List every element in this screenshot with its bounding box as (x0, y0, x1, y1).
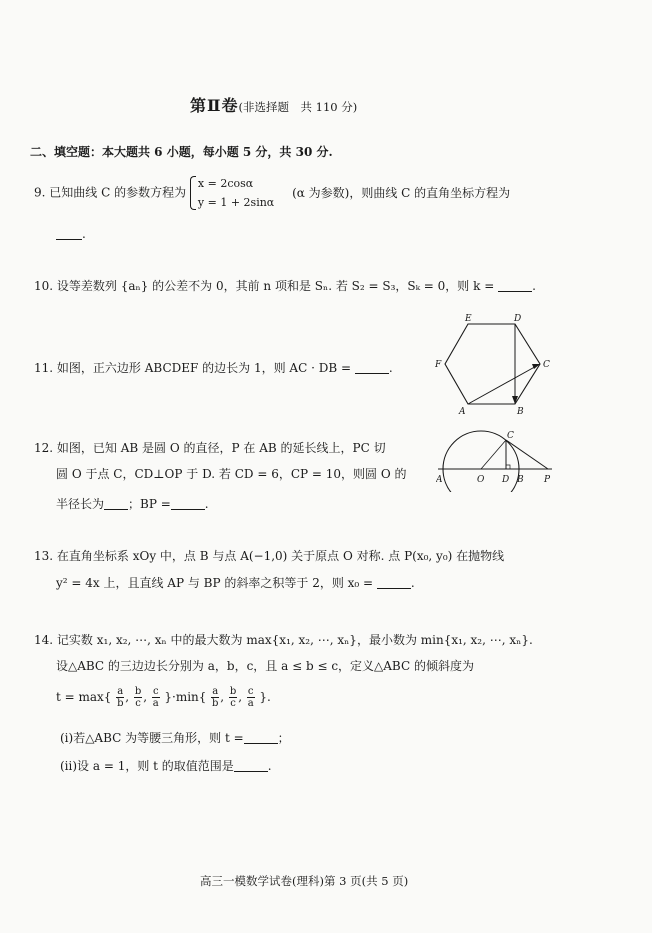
q9-param-note: (α 为参数)，则曲线 C 的直角坐标方程为 (292, 185, 511, 200)
frac-a-over-b-2: $\frac{a}{b}$ (212, 686, 219, 709)
q12-line1: 如图，已知 AB 是圆 O 的直径，P 在 AB 的延长线上，PC 切 (56, 441, 386, 455)
q14-blank-1[interactable] (244, 731, 278, 744)
q13-line2 (56, 573, 415, 593)
frac-b-over-c-2: $\frac{b}{c}$ (229, 686, 237, 709)
q14-sub2 (60, 756, 272, 776)
hex-label-c: C (543, 360, 550, 370)
q14-sub1-text: (ⅰ)若△ABC 为等腰三角形，则 t = (60, 731, 244, 745)
q14-number: 14. (34, 633, 54, 647)
q14-sub1 (60, 728, 290, 748)
q12-end: . (204, 497, 209, 511)
q10-end: . (532, 279, 536, 293)
q14-suffix: }. (259, 690, 271, 704)
q11-end: . (388, 361, 393, 375)
q13-blank[interactable] (377, 576, 411, 589)
q12-number: 12. (34, 441, 54, 455)
q12-line3b: ；BP = (128, 497, 171, 511)
hex-label-f: F (435, 360, 442, 370)
title-main: 第Ⅱ卷 (190, 96, 239, 115)
title-subtitle: (非选择题 共 110 分) (238, 100, 358, 114)
q9-eq2: y = 1 + 2sinα (197, 196, 275, 209)
hexagon-outline (445, 324, 540, 404)
question-9 (34, 174, 510, 212)
section-heading: 二、填空题：本大题共 6 小题，每小题 5 分，共 30 分. (30, 145, 333, 159)
q9-end: . (82, 227, 86, 241)
q12-blank-radius[interactable] (104, 497, 128, 510)
q11-text: 如图，正六边形 ABCDEF 的边长为 1，则 AC · DB = (56, 361, 352, 375)
q14-line3: t = max{ $\frac{a}{b}$ , $\frac{b}{c}$ , $\frac{c}{a}$ }·min{ $\frac{a}{b}$ , $\frac{b}{c}$ , $\frac{c}{a}$ }. (56, 686, 271, 709)
q13-line1: 在直角坐标系 xOy 中，点 B 与点 A(−1,0) 关于原点 O 对称. 点 P(x₀, y₀) 在抛物线 (56, 549, 505, 563)
q14-min-mid: }·min{ (164, 690, 207, 704)
q9-number: 9. (34, 185, 46, 200)
q9-text: 已知曲线 C 的参数方程为 (49, 185, 187, 200)
q14-line2: 设△ABC 的三边边长分别为 a，b，c，且 a ≤ b ≤ c，定义△ABC 的倾斜度为 (56, 659, 474, 673)
question-14 (34, 630, 533, 650)
hex-label-b: B (517, 407, 524, 416)
q13-end: . (410, 576, 415, 590)
q9-parametric-system (190, 174, 274, 212)
hexagon-figure (435, 312, 555, 416)
q10-text: 设等差数列 {aₙ} 的公差不为 0，其前 n 项和是 Sₙ. 若 S₂ = S₃，Sₖ = 0，则 k = (56, 279, 495, 293)
circ-label-b: B (517, 475, 524, 485)
circ-label-d: D (502, 475, 510, 485)
circ-label-c: C (507, 431, 514, 441)
q9-answer-line (56, 224, 86, 244)
frac-b-over-c: $\frac{b}{c}$ (134, 686, 142, 709)
q12-line3 (56, 494, 209, 514)
hex-label-d: D (514, 314, 522, 324)
q14-sub2-text: (ⅱ)设 a = 1，则 t 的取值范围是 (60, 759, 234, 773)
hex-label-e: E (465, 314, 472, 324)
right-angle-mark-icon (506, 465, 510, 469)
vector-ac (468, 364, 540, 404)
q13-line2-text: y² = 4x 上，且直线 AP 与 BP 的斜率之积等于 2，则 x₀ = (56, 576, 374, 590)
q14-sub2-end: . (267, 759, 272, 773)
q14-max-prefix: t = max{ (56, 690, 112, 704)
frac-c-over-a: $\frac{c}{a}$ (152, 686, 159, 709)
question-11 (34, 358, 393, 378)
question-10 (34, 276, 536, 296)
circle-figure (436, 424, 560, 492)
circ-label-a: A (436, 475, 443, 485)
q12-line2: 圆 O 于点 C，CD⊥OP 于 D. 若 CD = 6，CP = 10，则圆 O 的 (56, 467, 407, 481)
q11-number: 11. (34, 361, 54, 375)
question-13 (34, 546, 504, 566)
q14-sub1-end: ； (277, 731, 290, 745)
q9-blank[interactable] (56, 227, 82, 240)
q9-eq1: x = 2cosα (197, 177, 254, 190)
page-footer: 高三一模数学试卷(理科)第 3 页(共 5 页) (200, 874, 409, 888)
circ-label-p: P (544, 475, 551, 485)
q10-blank[interactable] (498, 279, 532, 292)
frac-a-over-b: $\frac{a}{b}$ (117, 686, 124, 709)
q10-number: 10. (34, 279, 54, 293)
q14-blank-2[interactable] (234, 759, 268, 772)
q12-blank-bp[interactable] (171, 497, 205, 510)
tangent-pc (506, 440, 548, 469)
q12-line3a: 半径长为 (56, 497, 105, 511)
q14-line1: 记实数 x₁, x₂, ⋯, xₙ 中的最大数为 max{x₁, x₂, ⋯, xₙ}，最小数为 min{x₁, x₂, ⋯, xₙ}. (56, 633, 533, 647)
frac-c-over-a-2: $\frac{c}{a}$ (247, 686, 254, 709)
question-12 (34, 438, 386, 458)
paper-title (190, 93, 357, 116)
circ-label-o: O (477, 475, 485, 485)
hex-label-a: A (459, 407, 466, 416)
q13-number: 13. (34, 549, 54, 563)
segment-oc (481, 440, 506, 469)
q11-blank[interactable] (355, 361, 389, 374)
